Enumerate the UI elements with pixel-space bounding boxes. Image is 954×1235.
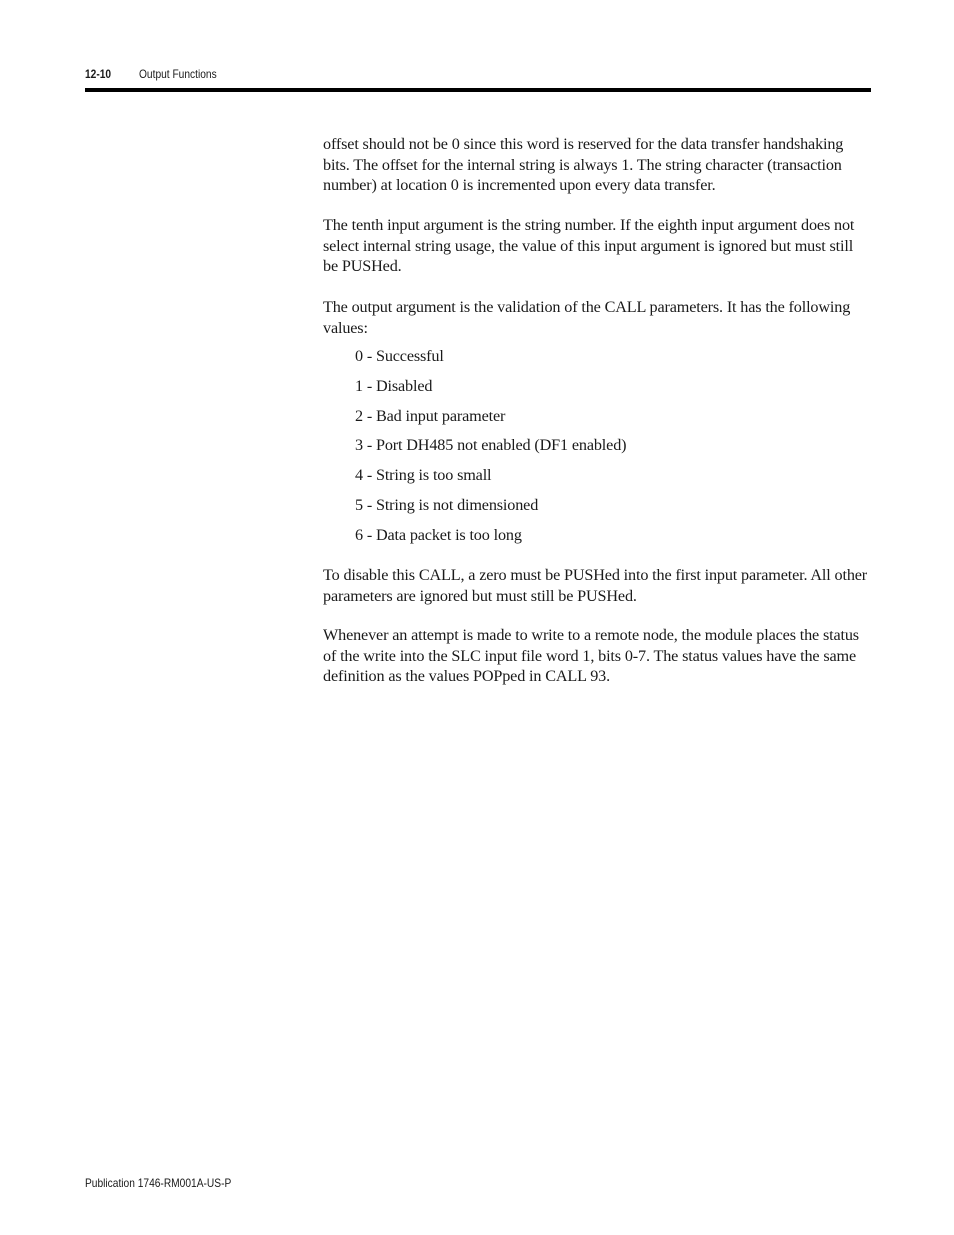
page-number: 12-10	[85, 67, 112, 81]
section-title: Output Functions	[139, 67, 217, 81]
list-item: 2 - Bad input parameter	[355, 406, 506, 425]
list-item: 4 - String is too small	[355, 466, 492, 485]
paragraph-output-argument: The output argument is the validation of the CALL parameters. It has the following values:	[323, 298, 851, 337]
list-item: 1 - Disabled	[355, 376, 433, 395]
output-values-list	[355, 346, 626, 555]
list-item: 5 - String is not dimensioned	[355, 495, 539, 514]
header-rule	[85, 88, 871, 92]
list-item: 0 - Successful	[355, 347, 444, 365]
paragraph-disable-call: To disable this CALL, a zero must be PUSHed into the first input parameter. All other parameters are ignored but must still be PUSHed.	[323, 566, 868, 605]
publication-footer: Publication 1746-RM001A-US-P	[85, 1176, 232, 1190]
page-header	[85, 65, 871, 83]
paragraph-tenth-argument: The tenth input argument is the string number. If the eighth input argument does not select internal string usage, the value of this input argument is ignored but must still be PUSHed.	[323, 216, 855, 275]
list-item: 3 - Port DH485 not enabled (DF1 enabled)	[355, 436, 627, 455]
list-item: 6 - Data packet is too long	[355, 525, 522, 544]
paragraph-remote-write: Whenever an attempt is made to write to a remote node, the module places the status of the write into the SLC input file word 1, bits 0-7. The status values have the same definition as the values POPped in CALL 93.	[323, 626, 859, 685]
paragraph-offset: offset should not be 0 since this word is reserved for the data transfer handshaking bits. The offset for the internal string is always 1. The string character (transaction number) at location 0 is incremented upon every data transfer.	[323, 135, 844, 194]
